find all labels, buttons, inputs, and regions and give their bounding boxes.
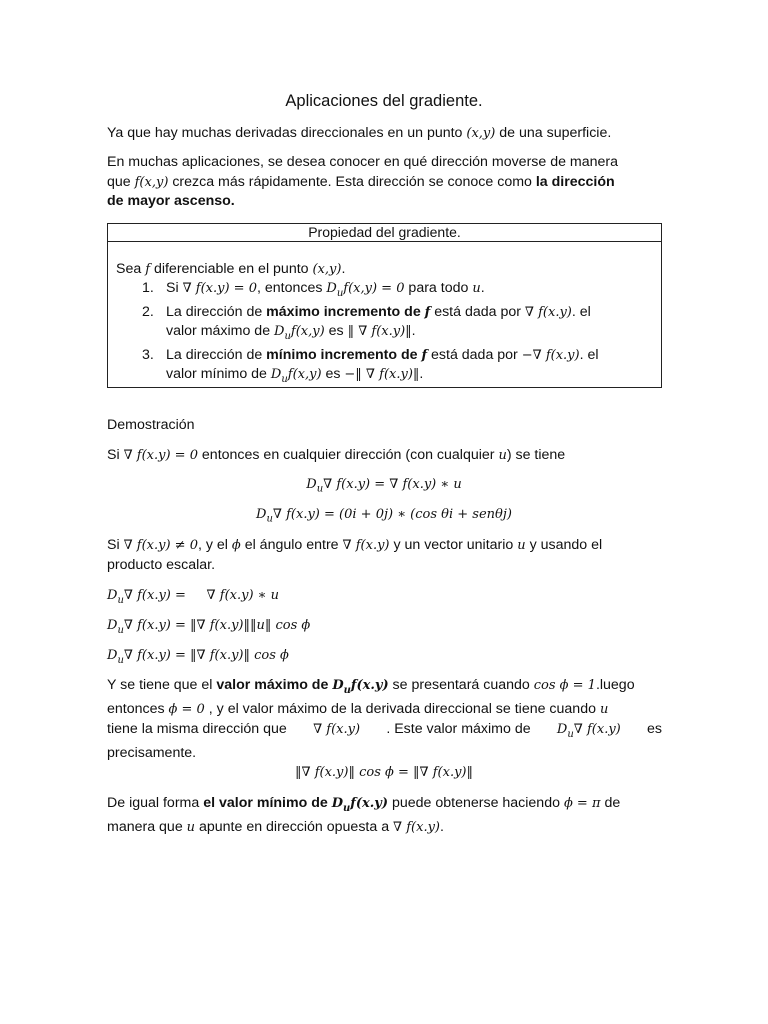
list-item: 1. Si ∇ f(x.y) = 0, entonces $D_uf(x,y) = 0$ para todo u. [142, 280, 485, 299]
page-title: Aplicaciones del gradiente. [285, 92, 483, 110]
box-intro: Sea f diferenciable en el punto (x,y). [116, 261, 346, 277]
equation-6: ‖∇ f(x.y)‖ cos ϕ = ‖∇ f(x.y)‖ [294, 765, 473, 780]
max-value-paragraph: Y se tiene que el valor máximo de $D_uf(x.y)$ se presentará cuando cos ϕ = 1.luego entonces ϕ = 0 , y el valor máximo de la derivada direccional se tiene cuando u tiene la misma dirección que ∇ f(x.y) . Este valor máximo de $D_u\nabla$ f(x.y) es precisamente. [107, 677, 662, 762]
gradient-property-box [107, 223, 662, 388]
equation-3: $D_u\nabla$ f(x.y) = ∇ f(x.y) ∗ u [107, 588, 279, 606]
equation-5: $D_u\nabla$ f(x.y) = ‖∇ f(x.y)‖ cos ϕ [107, 648, 289, 666]
equation-1: $D_u\nabla$ f(x.y) = ∇ f(x.y) ∗ u [306, 477, 462, 495]
list-item: 3. La dirección de mínimo incremento de f está dada por −∇ f(x.y). el valor mínimo de $D_uf(x,y)$ es −‖ ∇ f(x.y)‖. [142, 346, 599, 385]
demo-statement-1: Si ∇ f(x.y) = 0 entonces en cualquier dirección (con cualquier u) se tiene [107, 447, 566, 463]
box-body [108, 242, 661, 388]
demo-heading: Demostración [107, 417, 195, 433]
box-header: Propiedad del gradiente. [108, 224, 661, 242]
min-value-paragraph: De igual forma el valor mínimo de $D_uf(x.y)$ puede obtenerse haciendo ϕ = π de manera que u apunte en dirección opuesta a ∇ f(x.y). [107, 795, 621, 836]
ascent-paragraph: En muchas aplicaciones, se desea conocer en qué dirección moverse de manera que f(x,y) crezca más rápidamente. Esta dirección se conoce como la dirección de mayor ascenso. [107, 154, 619, 209]
equation-2: $D_u\nabla$ f(x.y) = (0i + 0j) ∗ (cos θi + senθj) [256, 507, 512, 525]
intro-paragraph: Ya que hay muchas derivadas direccionales en un punto (x,y) de una superficie. [107, 125, 612, 141]
list-item: 2. La dirección de máximo incremento de f está dada por ∇ f(x.y). el valor máximo de $D_uf(x,y)$ es ‖ ∇ f(x.y)‖. [142, 303, 591, 342]
demo-statement-2: Si ∇ f(x.y) ≠ 0, y el ϕ el ángulo entre ∇ f(x.y) y un vector unitario u y usando el producto escalar. [107, 537, 603, 573]
equation-4: $D_u\nabla$ f(x.y) = ‖∇ f(x.y)‖‖u‖ cos ϕ [107, 618, 311, 636]
